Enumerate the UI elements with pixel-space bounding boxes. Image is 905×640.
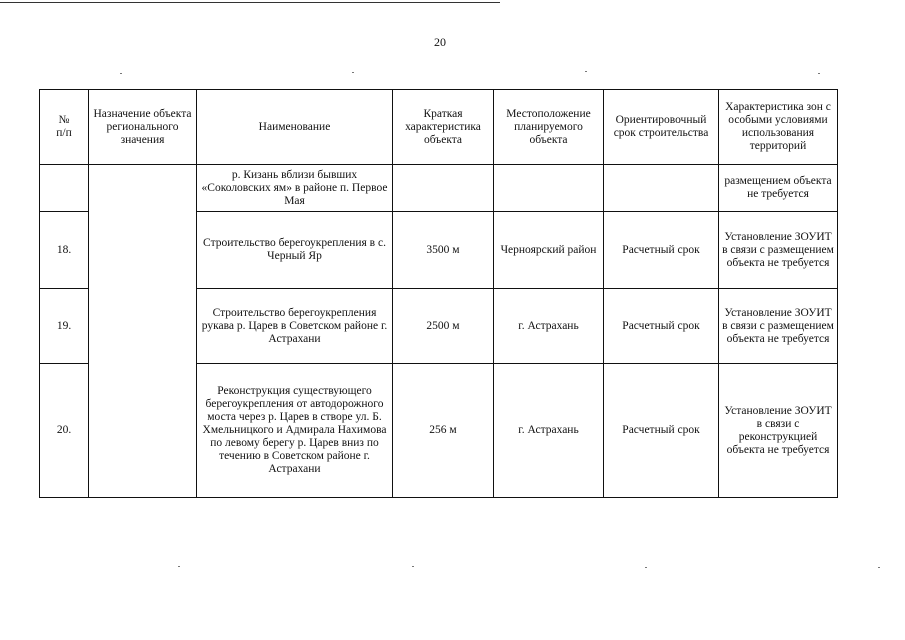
header-num: № п/п xyxy=(40,90,89,165)
table-header-row xyxy=(40,90,838,165)
row-name: р. Кизань вблизи бывших «Соколовских ям» в районе п. Первое Мая xyxy=(197,165,393,212)
header-location: Местоположение планируемого объекта xyxy=(494,90,604,165)
row-location xyxy=(494,165,604,212)
row-number: 19. xyxy=(40,289,89,364)
table-row xyxy=(40,165,838,212)
row-location: Черноярский район xyxy=(494,212,604,289)
scan-speck xyxy=(352,72,354,73)
scan-speck xyxy=(818,73,820,74)
header-term: Ориентировочный срок строительства xyxy=(604,90,719,165)
row-zones: Установление ЗОУИТ в связи с размещением объекта не требуется xyxy=(719,212,838,289)
row-name: Строительство берегоукрепления в с. Черный Яр xyxy=(197,212,393,289)
row-location: г. Астрахань xyxy=(494,364,604,498)
row-term: Расчетный срок xyxy=(604,289,719,364)
row-term: Расчетный срок xyxy=(604,212,719,289)
row-number xyxy=(40,165,89,212)
header-name: Наименование xyxy=(197,90,393,165)
row-term: Расчетный срок xyxy=(604,364,719,498)
scan-speck xyxy=(585,71,587,72)
row-name: Строительство берегоукрепления рукава р. Царев в Советском районе г. Астрахани xyxy=(197,289,393,364)
objects-table xyxy=(39,89,838,498)
scan-speck xyxy=(412,566,414,567)
row-zones: Установление ЗОУИТ в связи с реконструкцией объекта не требуется xyxy=(719,364,838,498)
header-purpose: Назначение объекта регионального значения xyxy=(89,90,197,165)
row-brief xyxy=(393,165,494,212)
row-name: Реконструкция существующего берегоукрепления от автодорожного моста через р. Царев в створе ул. Б. Хмельницкого и Адмирала Нахимова по левому берегу р. Царев вниз по течению в Советском районе г. Астрахани xyxy=(197,364,393,498)
scan-speck xyxy=(878,567,880,568)
row-number: 20. xyxy=(40,364,89,498)
row-brief: 3500 м xyxy=(393,212,494,289)
row-number: 18. xyxy=(40,212,89,289)
scan-speck xyxy=(178,566,180,567)
row-brief: 2500 м xyxy=(393,289,494,364)
row-brief: 256 м xyxy=(393,364,494,498)
page-number: 20 xyxy=(434,35,446,49)
scan-speck xyxy=(120,73,122,74)
top-rule xyxy=(0,2,500,3)
header-brief: Краткая характеристика объекта xyxy=(393,90,494,165)
scan-speck xyxy=(645,567,647,568)
purpose-cell-merged xyxy=(89,165,197,498)
row-location: г. Астрахань xyxy=(494,289,604,364)
row-zones: Установление ЗОУИТ в связи с размещением объекта не требуется xyxy=(719,289,838,364)
row-term xyxy=(604,165,719,212)
row-zones: размещением объекта не требуется xyxy=(719,165,838,212)
header-zones: Характеристика зон с особыми условиями использования территорий xyxy=(719,90,838,165)
